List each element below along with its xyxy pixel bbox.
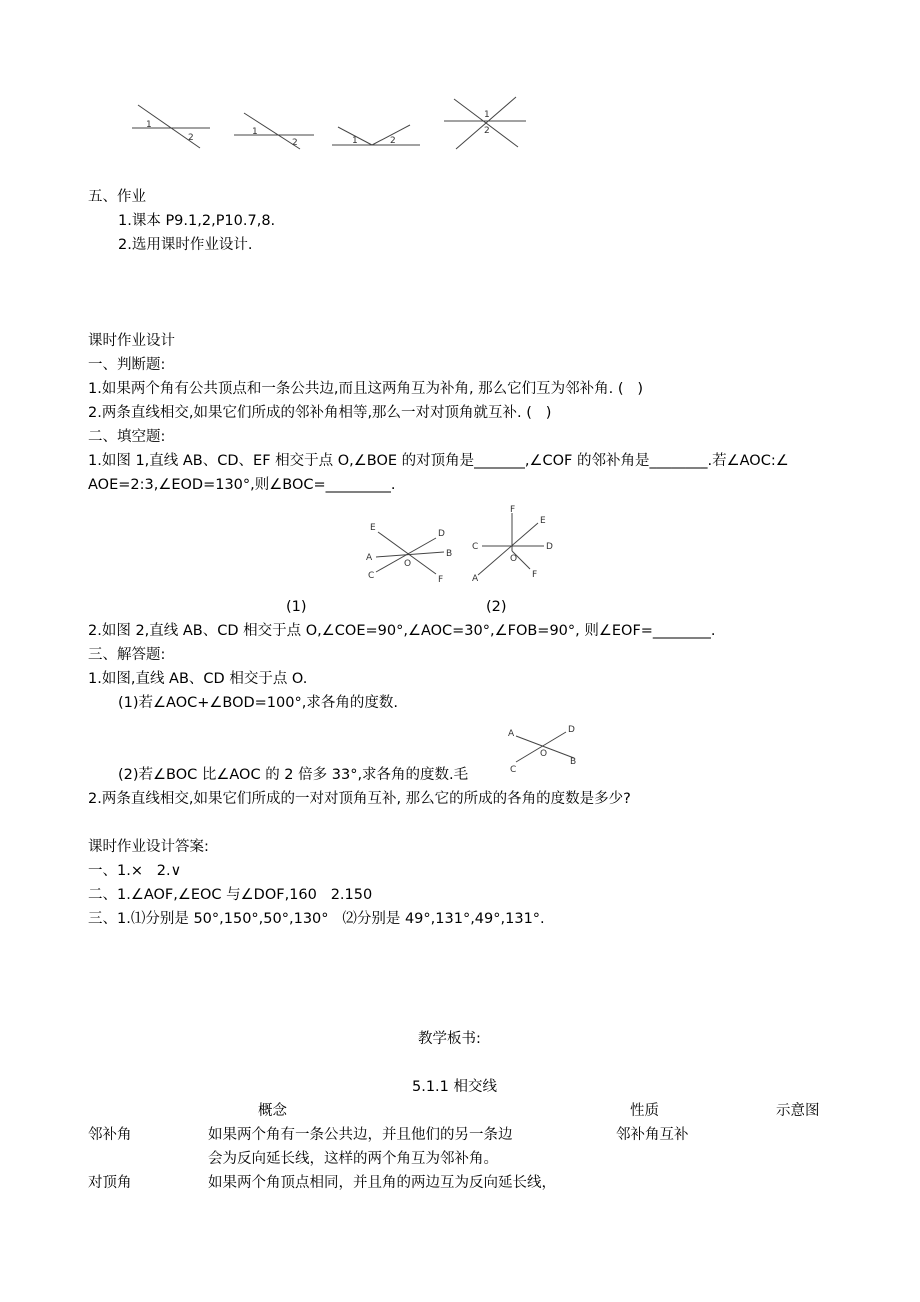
board-title: 教学板书: — [418, 1031, 481, 1047]
row-adjacent-angle-concept-line-1: 如果两个角有一条公共边，并且他们的另一条边 — [208, 1127, 513, 1143]
judge-question-2: 2.两条直线相交,如果它们所成的邻补角相等,那么一对对顶角就互补. ( ) — [88, 405, 552, 421]
figure-2-caption: (2) — [486, 599, 507, 615]
point-label-E: E — [540, 516, 546, 526]
angle-label-1: 1 — [484, 110, 490, 120]
solve-question-2: 2.两条直线相交,如果它们所成的一对对顶角互补, 那么它的所成的各角的度数是多少? — [88, 791, 631, 807]
point-label-B: B — [446, 549, 453, 559]
column-header-concept: 概念 — [258, 1103, 287, 1119]
intersecting-lines-figure-3 — [500, 720, 590, 775]
section-1-heading: 一、判断题: — [88, 357, 166, 373]
point-label-E: E — [370, 523, 376, 533]
angle-label-2: 2 — [188, 133, 194, 143]
adjacent-angle-figure-2 — [230, 105, 320, 155]
point-label-D: D — [568, 725, 575, 735]
angle-label-2: 2 — [390, 136, 396, 146]
column-header-diagram: 示意图 — [776, 1103, 820, 1119]
fill-question-2: 2.如图 2,直线 AB、CD 相交于点 O,∠COE=90°,∠AOC=30°,∠FOB=90°, 则∠EOF=________. — [88, 623, 716, 639]
row-vertical-angle-name: 对顶角 — [88, 1175, 132, 1191]
point-label-D: D — [438, 529, 445, 539]
angle-label-1: 1 — [146, 120, 152, 130]
adjacent-angle-figure-3 — [330, 115, 425, 155]
angle-label-1: 1 — [252, 127, 258, 137]
point-label-A: A — [508, 729, 515, 739]
angle-label-1: 1 — [352, 136, 358, 146]
design-title: 课时作业设计 — [88, 333, 175, 349]
point-label-C: C — [472, 542, 479, 552]
solve-question-1-part-b: (2)若∠BOC 比∠AOC 的 2 倍多 33°,求各角的度数.毛 — [118, 767, 469, 783]
intersecting-lines-figure-2 — [462, 505, 562, 587]
point-label-O: O — [510, 554, 518, 564]
point-label-F-top: F — [510, 505, 516, 515]
answer-line-3: 三、1.⑴分别是 50°,150°,50°,130° ⑵分别是 49°,131°,49°,131°. — [88, 911, 545, 927]
point-label-B: B — [570, 757, 577, 767]
point-label-F: F — [438, 575, 444, 585]
point-label-C: C — [368, 571, 375, 581]
answer-line-2: 二、1.∠AOF,∠EOC 与∠DOF,160 2.150 — [88, 887, 373, 903]
point-label-O: O — [540, 749, 548, 759]
row-vertical-angle-concept-line-1: 如果两个角顶点相同，并且角的两边互为反向延长线， — [208, 1175, 556, 1191]
point-label-F-bottom: F — [532, 570, 538, 580]
homework-item-1: 1.课本 P9.1,2,P10.7,8. — [118, 213, 276, 229]
fill-question-1-line-2: AOE=2:3,∠EOD=130°,则∠BOC=_________. — [88, 477, 396, 493]
point-label-O: O — [404, 559, 412, 569]
fill-question-1-line-1: 1.如图 1,直线 AB、CD、EF 相交于点 O,∠BOE 的对顶角是_______,∠COF 的邻补角是________.若∠AOC:∠ — [88, 453, 789, 469]
homework-item-2: 2.选用课时作业设计. — [118, 237, 253, 253]
homework-heading: 五、作业 — [88, 189, 146, 205]
point-label-A: A — [366, 553, 373, 563]
judge-question-1: 1.如果两个角有公共顶点和一条公共边,而且这两角互为补角, 那么它们互为邻补角. ( ) — [88, 381, 644, 397]
column-header-property: 性质 — [630, 1103, 659, 1119]
point-label-D: D — [546, 542, 553, 552]
solve-question-1: 1.如图,直线 AB、CD 相交于点 O. — [88, 671, 308, 687]
figure-1-caption: (1) — [286, 599, 307, 615]
vertical-angle-figure-4 — [440, 95, 530, 155]
answer-line-1: 一、1.× 2.∨ — [88, 863, 182, 879]
point-label-A: A — [472, 574, 479, 584]
solve-question-1-part-a: (1)若∠AOC+∠BOD=100°,求各角的度数. — [118, 695, 398, 711]
angle-label-2: 2 — [292, 138, 298, 148]
point-label-C: C — [510, 765, 517, 775]
adjacent-angle-figure-1 — [128, 100, 218, 155]
section-2-heading: 二、填空题: — [88, 429, 166, 445]
row-adjacent-angle-property: 邻补角互补 — [616, 1127, 689, 1143]
intersecting-lines-figure-1 — [362, 522, 462, 584]
angle-label-2: 2 — [484, 126, 490, 136]
board-subtitle: 5.1.1 相交线 — [412, 1079, 498, 1095]
answers-title: 课时作业设计答案: — [88, 839, 209, 855]
row-adjacent-angle-name: 邻补角 — [88, 1127, 132, 1143]
section-3-heading: 三、解答题: — [88, 647, 166, 663]
row-adjacent-angle-concept-line-2: 会为反向延长线，这样的两个角互为邻补角。 — [208, 1151, 498, 1167]
